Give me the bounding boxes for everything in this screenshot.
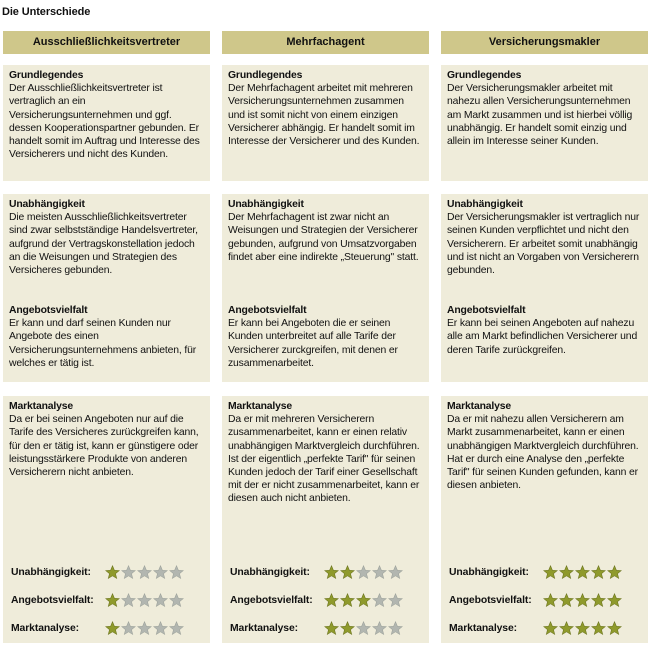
- section-title: Grundlegendes: [447, 70, 522, 81]
- column-header: Versicherungsmakler: [441, 31, 648, 54]
- star-icon: [591, 621, 606, 636]
- column-mehrfachagent: [222, 31, 429, 634]
- rating-row: [230, 558, 421, 586]
- star-icon: [340, 621, 355, 636]
- star-icon: [153, 565, 168, 580]
- star-icon: [121, 593, 136, 608]
- star-icon: [607, 565, 622, 580]
- rating-row: [230, 614, 421, 642]
- section-title: Marktanalyse: [9, 401, 74, 412]
- star-icon: [324, 593, 339, 608]
- star-icon: [340, 593, 355, 608]
- section-grundlegendes: [441, 65, 648, 181]
- star-icon: [575, 565, 590, 580]
- column-ausschliesslichkeitsvertreter: [3, 31, 210, 634]
- star-icon: [169, 593, 184, 608]
- rating-row: [11, 614, 202, 642]
- star-icon: [388, 565, 403, 580]
- section-text: Der Versicherungsmakler ist vertraglich nur seinen Kunden verpflichtet und nicht den Versicherern. Er arbeitet somit unabhängig und ist nicht an Vorgaben von Versicherern gebunden.: [447, 212, 640, 277]
- star-icon: [372, 593, 387, 608]
- star-icon: [324, 621, 339, 636]
- rating-row: [230, 586, 421, 614]
- star-icon: [105, 565, 120, 580]
- rating-row: [449, 586, 640, 614]
- rating-box: [441, 551, 648, 643]
- section-unabhaengigkeit: [3, 194, 210, 305]
- rating-label: Marktanalyse:: [11, 622, 80, 634]
- section-title: Marktanalyse: [447, 401, 512, 412]
- star-icon: [543, 621, 558, 636]
- star-icon: [543, 593, 558, 608]
- rating-label: Marktanalyse:: [230, 622, 299, 634]
- star-icon: [105, 593, 120, 608]
- star-icon: [169, 565, 184, 580]
- section-text: Der Mehrfachagent ist zwar nicht an Weisungen und Strategien der Versicherer gebunden, aufgrund von Umsatzvorgaben findet aber eine indirekte „Steuerung" statt.: [228, 212, 419, 263]
- star-icon: [356, 565, 371, 580]
- section-text: Der Versicherungsmakler arbeitet mit nahezu allen Versicherungsunternehmen am Markt zusammen und ist hierbei völlig unabhängig. Er handelt somit einzig und allein im Interesse seiner Kunden.: [447, 83, 633, 148]
- section-angebotsvielfalt: [441, 300, 648, 382]
- section-marktanalyse: [3, 396, 210, 552]
- section-text: Da er bei seinen Angeboten nur auf die Tarife des Versicheres zurückgreifen kann, für den er tätig ist, kann er günstigere oder leistungsstärkere Produkte von anderen Versicherern nicht anbieten.: [9, 414, 199, 479]
- section-marktanalyse: [441, 396, 648, 552]
- section-text: Die meisten Ausschließlichkeitsvertreter sind zwar selbstständige Handelsvertreter, aufgrund der Vertragskonstellation jedoch an die Weisungen und Strategien des Versicheres gebunden.: [9, 212, 198, 277]
- section-text: Da er mit mehreren Versicherern zusammenarbeitet, kann er einen relativ unabhängigen Marktvergleich durchführen. Ist der eigentlich „perfekte Tarif" für seinen Kunden jedoch der Tarif einer Gesellschaft mit der er nicht zusammenarbeitet, kann er diesen auch nicht anbieten.: [228, 414, 420, 505]
- star-icon: [543, 565, 558, 580]
- rating-label: Unabhängigkeit:: [11, 566, 91, 578]
- star-rating: [324, 593, 403, 608]
- rating-row: [449, 614, 640, 642]
- section-unabhaengigkeit: [222, 194, 429, 305]
- section-text: Er kann bei seinen Angeboten auf nahezu alle am Markt befindlichen Versicherer und deren Tarife zurückgreifen.: [447, 318, 638, 356]
- section-title: Angebotsvielfalt: [228, 305, 307, 316]
- section-text: Er kann und darf seinen Kunden nur Angebote des einen Versicherungsunternehmens anbieten, für welches er tätig ist.: [9, 318, 197, 369]
- section-title: Grundlegendes: [228, 70, 303, 81]
- rating-label: Unabhängigkeit:: [449, 566, 529, 578]
- star-rating: [105, 593, 184, 608]
- section-title: Angebotsvielfalt: [447, 305, 526, 316]
- section-grundlegendes: [222, 65, 429, 181]
- star-icon: [559, 593, 574, 608]
- star-icon: [591, 593, 606, 608]
- section-marktanalyse: [222, 396, 429, 552]
- section-grundlegendes: [3, 65, 210, 181]
- section-title: Unabhängigkeit: [228, 199, 304, 210]
- star-icon: [591, 565, 606, 580]
- star-icon: [356, 593, 371, 608]
- section-text: Der Ausschließlichkeitsvertreter ist vertraglich an ein Versicherungsunternehmen und ggf. dessen Kooperationspartner gebunden. Er handelt somit im Auftrag und Interesse des Versicherers und nicht des Kunden.: [9, 83, 200, 161]
- rating-label: Angebotsvielfalt:: [230, 594, 313, 606]
- star-icon: [575, 593, 590, 608]
- rating-box: [3, 551, 210, 643]
- star-rating: [324, 621, 403, 636]
- rating-row: [11, 558, 202, 586]
- section-title: Unabhängigkeit: [9, 199, 85, 210]
- star-icon: [121, 565, 136, 580]
- section-unabhaengigkeit: [441, 194, 648, 305]
- section-title: Grundlegendes: [9, 70, 84, 81]
- star-icon: [105, 621, 120, 636]
- section-text: Da er mit nahezu allen Versicherern am Markt zusammenarbeitet, kann er einen unabhängigen Marktvergleich durchführen. Hat er durch eine Analyse den „perfekte Tarif" für seinen Kunden gefunden, kann er diesen anbieten.: [447, 414, 639, 492]
- star-icon: [324, 565, 339, 580]
- star-icon: [153, 593, 168, 608]
- star-icon: [137, 593, 152, 608]
- section-angebotsvielfalt: [3, 300, 210, 382]
- page-title: Die Unterschiede: [2, 6, 91, 18]
- star-icon: [153, 621, 168, 636]
- rating-box: [222, 551, 429, 643]
- section-title: Marktanalyse: [228, 401, 293, 412]
- star-icon: [388, 621, 403, 636]
- section-title: Unabhängigkeit: [447, 199, 523, 210]
- star-icon: [137, 565, 152, 580]
- star-icon: [121, 621, 136, 636]
- star-icon: [607, 593, 622, 608]
- section-title: Angebotsvielfalt: [9, 305, 88, 316]
- star-icon: [607, 621, 622, 636]
- section-text: Er kann bei Angeboten die er seinen Kunden unterbreitet auf alle Tarife der Versicherer zurckgreifen, mit denen er zusammenarbeitet.: [228, 318, 398, 369]
- star-icon: [169, 621, 184, 636]
- star-rating: [324, 565, 403, 580]
- star-icon: [559, 621, 574, 636]
- rating-row: [11, 586, 202, 614]
- star-icon: [137, 621, 152, 636]
- rating-label: Unabhängigkeit:: [230, 566, 310, 578]
- column-header: Ausschließlichkeitsvertreter: [3, 31, 210, 54]
- column-header: Mehrfachagent: [222, 31, 429, 54]
- star-icon: [340, 565, 355, 580]
- star-icon: [388, 593, 403, 608]
- star-icon: [559, 565, 574, 580]
- rating-label: Marktanalyse:: [449, 622, 518, 634]
- rating-label: Angebotsvielfalt:: [449, 594, 532, 606]
- rating-row: [449, 558, 640, 586]
- star-icon: [356, 621, 371, 636]
- star-rating: [105, 621, 184, 636]
- star-icon: [372, 565, 387, 580]
- star-rating: [543, 593, 622, 608]
- star-rating: [105, 565, 184, 580]
- section-angebotsvielfalt: [222, 300, 429, 382]
- star-icon: [372, 621, 387, 636]
- star-rating: [543, 565, 622, 580]
- section-text: Der Mehrfachagent arbeitet mit mehreren Versicherungsunternehmen zusammen und ist somit nicht von einem einzigen Versicherer abhängig. Er handelt somit im Interesse der Versicherer und des Kunden.: [228, 83, 420, 148]
- star-icon: [575, 621, 590, 636]
- column-versicherungsmakler: [441, 31, 648, 634]
- rating-label: Angebotsvielfalt:: [11, 594, 94, 606]
- star-rating: [543, 621, 622, 636]
